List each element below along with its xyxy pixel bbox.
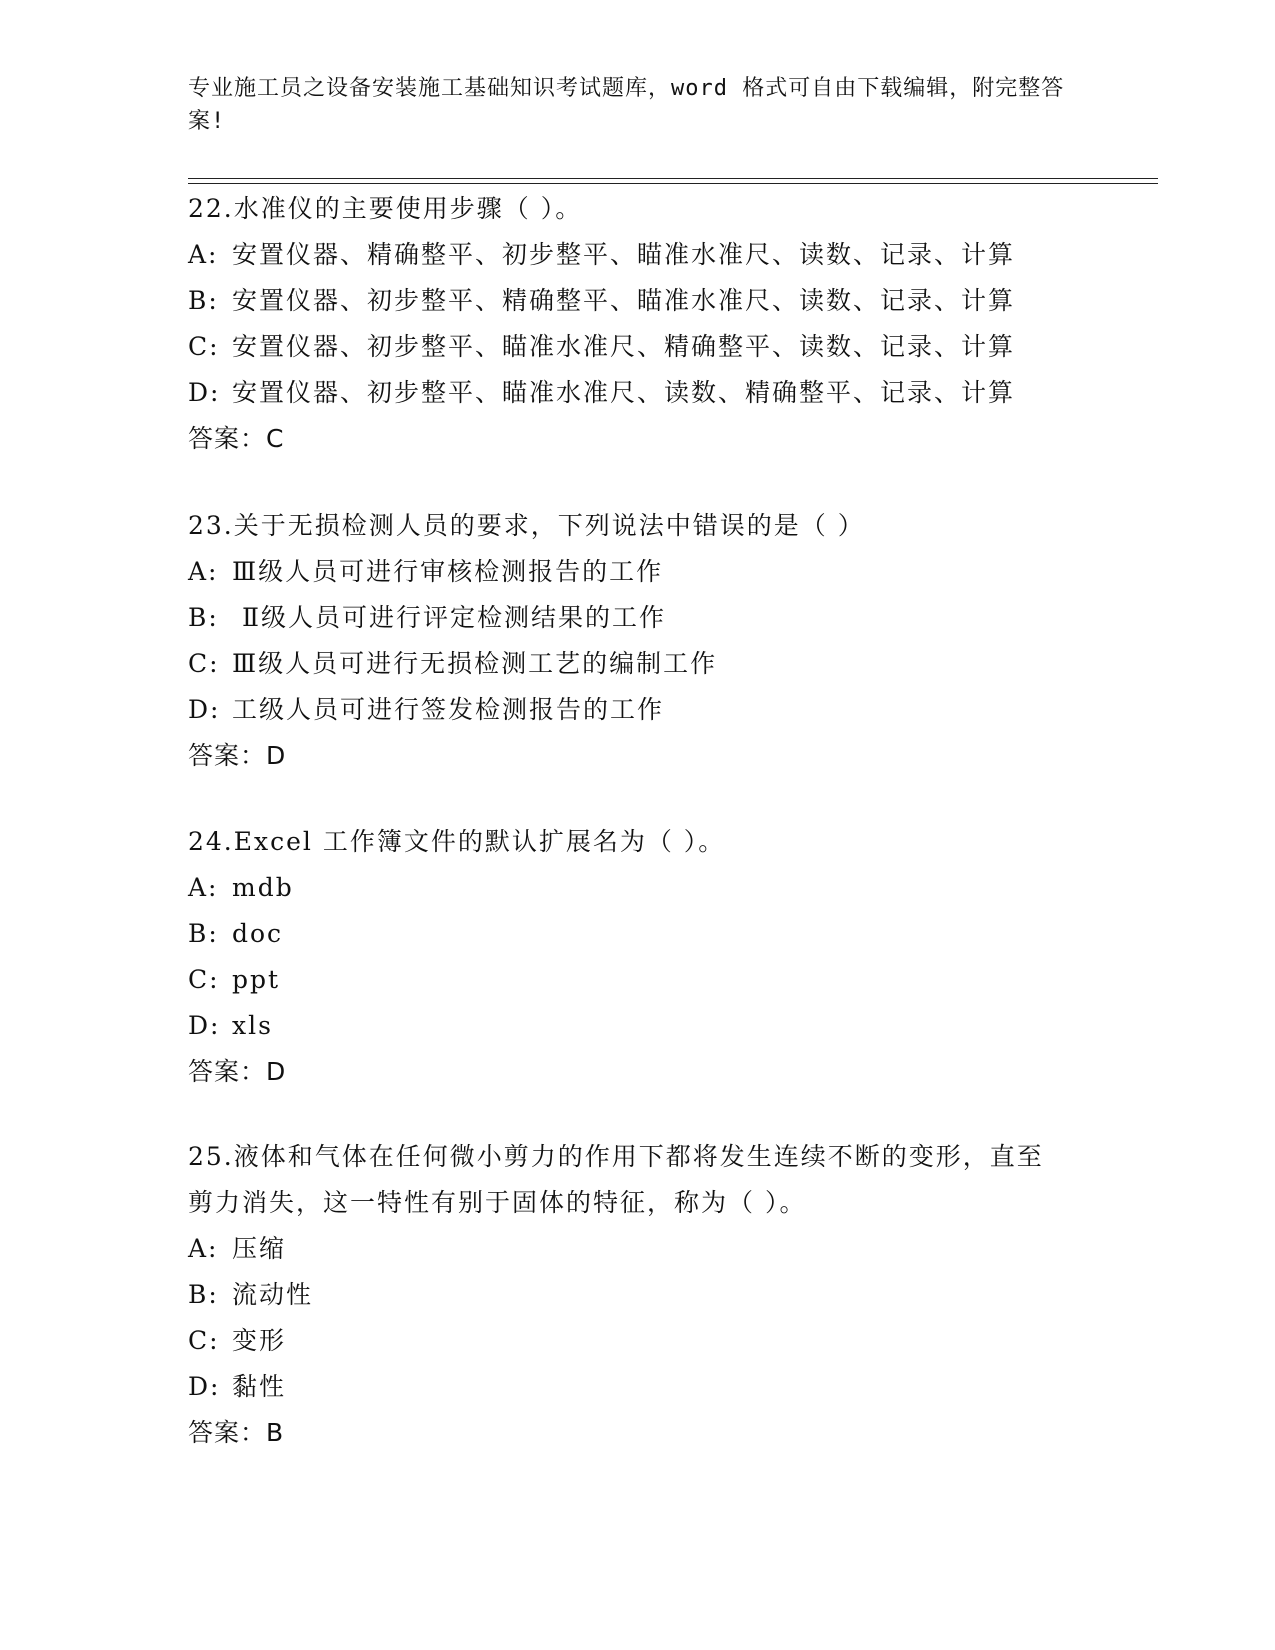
- option-text: xls: [232, 1011, 273, 1040]
- option-letter: D:: [188, 1372, 221, 1401]
- option-text: 安置仪器、精确整平、初步整平、瞄准水准尺、读数、记录、计算: [232, 240, 1016, 269]
- option-text: 工级人员可进行签发检测报告的工作: [232, 695, 665, 724]
- option-text: Ⅱ级人员可进行评定检测结果的工作: [232, 603, 666, 632]
- option-d: [188, 370, 1088, 416]
- option-letter: B:: [188, 919, 219, 948]
- answer-label: 答案：B: [188, 1418, 285, 1447]
- question-25: [188, 1134, 1068, 1456]
- option-letter: C:: [188, 965, 220, 994]
- option-text: 安置仪器、初步整平、瞄准水准尺、读数、精确整平、记录、计算: [232, 378, 1016, 407]
- option-a: [188, 232, 1088, 278]
- option-b: [188, 1272, 1068, 1318]
- option-d: [188, 1364, 1068, 1410]
- option-text: 流动性: [232, 1280, 314, 1309]
- option-text: Ⅲ级人员可进行审核检测报告的工作: [232, 557, 664, 586]
- option-text: ppt: [232, 965, 281, 994]
- option-letter: C:: [188, 649, 220, 678]
- option-b: [188, 595, 1088, 641]
- option-b: [188, 911, 1088, 957]
- option-text: Ⅲ级人员可进行无损检测工艺的编制工作: [232, 649, 718, 678]
- option-letter: D:: [188, 695, 221, 724]
- option-letter: C:: [188, 1326, 220, 1355]
- answer-label: 答案：D: [188, 741, 287, 770]
- option-text: mdb: [232, 873, 294, 902]
- header-divider-top: [188, 178, 1158, 179]
- question-stem: 23.关于无损检测人员的要求，下列说法中错误的是（ ）: [188, 511, 865, 540]
- option-d: [188, 687, 1088, 733]
- option-b: [188, 278, 1088, 324]
- option-letter: B:: [188, 1280, 219, 1309]
- option-c: [188, 324, 1088, 370]
- option-letter: D:: [188, 1011, 221, 1040]
- option-a: [188, 865, 1088, 911]
- answer-label: 答案：D: [188, 1057, 287, 1086]
- option-c: [188, 1318, 1068, 1364]
- question-stem: 24.Excel 工作簿文件的默认扩展名为（ ）。: [188, 827, 726, 856]
- option-a: [188, 549, 1088, 595]
- option-letter: B:: [188, 603, 219, 632]
- option-c: [188, 957, 1088, 1003]
- option-letter: C:: [188, 332, 220, 361]
- question-22: [188, 186, 1088, 462]
- option-letter: A:: [188, 1234, 219, 1263]
- option-c: [188, 641, 1088, 687]
- answer-label: 答案：C: [188, 424, 285, 453]
- question-24: [188, 819, 1088, 1095]
- option-text: 黏性: [232, 1372, 287, 1401]
- document-header: [188, 72, 1068, 138]
- header-intro-text: 专业施工员之设备安装施工基础知识考试题库，word 格式可自由下载编辑，附完整答案!: [188, 76, 1065, 134]
- option-text: doc: [232, 919, 284, 948]
- option-letter: D:: [188, 378, 221, 407]
- option-a: [188, 1226, 1068, 1272]
- question-stem: 25.液体和气体在任何微小剪力的作用下都将发生连续不断的变形，直至剪力消失，这一特性有别于固体的特征，称为（ ）。: [188, 1142, 1044, 1217]
- option-text: 变形: [232, 1326, 287, 1355]
- question-23: [188, 503, 1088, 779]
- option-text: 安置仪器、初步整平、瞄准水准尺、精确整平、读数、记录、计算: [232, 332, 1016, 361]
- option-d: [188, 1003, 1088, 1049]
- option-text: 压缩: [232, 1234, 287, 1263]
- option-text: 安置仪器、初步整平、精确整平、瞄准水准尺、读数、记录、计算: [232, 286, 1016, 315]
- option-letter: A:: [188, 873, 219, 902]
- header-divider-bottom: [188, 183, 1158, 184]
- option-letter: A:: [188, 557, 219, 586]
- option-letter: A:: [188, 240, 219, 269]
- question-stem: 22.水准仪的主要使用步骤（ ）。: [188, 194, 583, 223]
- option-letter: B:: [188, 286, 219, 315]
